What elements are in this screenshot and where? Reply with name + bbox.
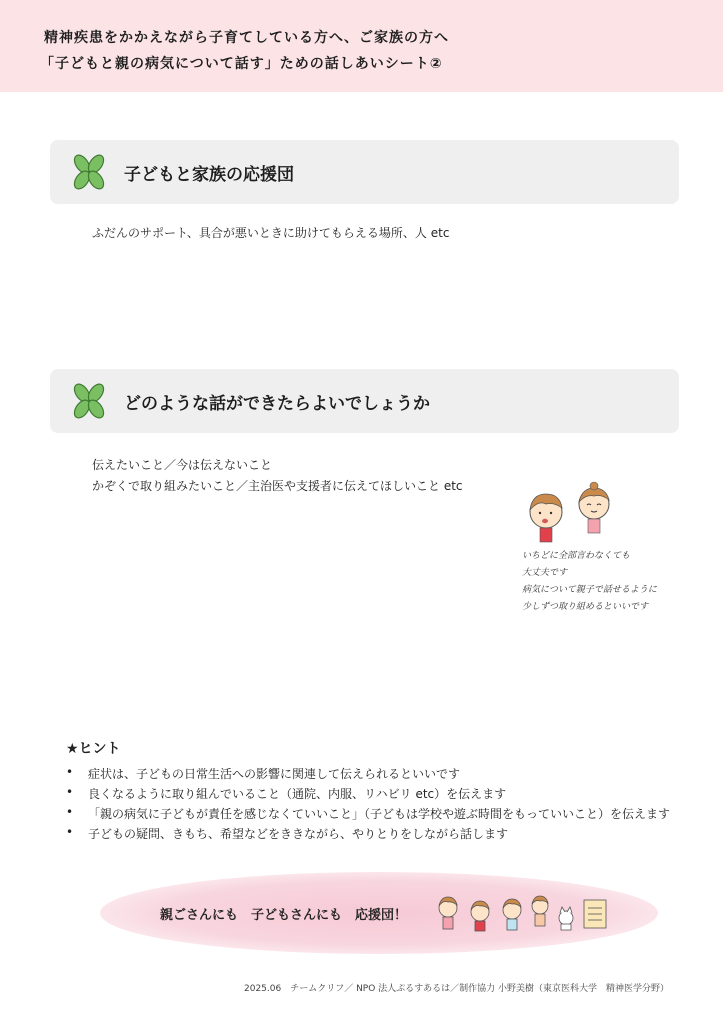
bullet-icon: • bbox=[66, 785, 74, 799]
hint-item bbox=[66, 765, 670, 785]
section-title: 子どもと家族の応援団 bbox=[124, 165, 294, 185]
banner-text: 親ごさんにも 子どもさんにも 応援団！ bbox=[160, 908, 408, 923]
section-description: ふだんのサポート、具合が悪いときに助けてもらえる場所、人 etc bbox=[92, 226, 450, 240]
family-illustration bbox=[434, 886, 614, 942]
child-figure bbox=[579, 482, 609, 533]
page-header bbox=[0, 0, 723, 92]
bullet-icon: • bbox=[66, 765, 74, 779]
hint-item bbox=[66, 785, 670, 805]
hint-item bbox=[66, 805, 670, 825]
clover-icon bbox=[70, 381, 108, 421]
hint-text: 良くなるように取り組んでいること（通院、内服、リハビリ etc）を伝えます bbox=[88, 787, 507, 801]
header-line-1: 精神疾患をかかえながら子育てしている方へ、ご家族の方へ bbox=[44, 30, 449, 46]
bullet-icon: • bbox=[66, 805, 74, 819]
section-conversation-heading bbox=[50, 369, 679, 433]
section-description-line: 伝えたいこと／今は伝えないこと bbox=[92, 458, 273, 472]
section-title: どのような話ができたらよいでしょうか bbox=[124, 394, 430, 414]
section-description-line: かぞくで取り組みたいこと／主治医や支援者に伝えてほしいこと etc bbox=[92, 479, 463, 493]
hint-text: 子どもの疑問、きもち、希望などをききながら、やりとりをしながら話します bbox=[88, 827, 509, 841]
illustration-note-line: 大丈夫です bbox=[522, 568, 568, 578]
hint-title: ★ヒント bbox=[66, 741, 121, 757]
footer-credits: 2025.06 チームクリフ／ NPO 法人ぷるすあるは／制作協力 小野美樹（東京医科大学 精神医学分野） bbox=[244, 984, 670, 994]
illustration-note-line: 少しずつ取り組めるといいです bbox=[522, 602, 649, 612]
clover-icon bbox=[70, 152, 108, 192]
illustration-note-line: いちどに全部言わなくても bbox=[522, 551, 631, 561]
hint-text: 症状は、子どもの日常生活への影響に関連して伝えられるといいです bbox=[88, 767, 461, 781]
child-figure bbox=[530, 494, 562, 542]
cheer-banner bbox=[100, 872, 658, 954]
hint-list bbox=[66, 765, 670, 845]
header-line-2: 「子どもと親の病気について話す」ための話しあいシート② bbox=[40, 56, 443, 72]
hint-item bbox=[66, 825, 670, 845]
hint-text: 「親の病気に子どもが責任を感じなくていいこと」（子どもは学校や遊ぶ時間をもっていいこと）を伝えます bbox=[88, 807, 671, 821]
bullet-icon: • bbox=[66, 825, 74, 839]
section-supporters-heading bbox=[50, 140, 679, 204]
illustration-note-line: 病気について親子で話せるように bbox=[522, 585, 657, 595]
